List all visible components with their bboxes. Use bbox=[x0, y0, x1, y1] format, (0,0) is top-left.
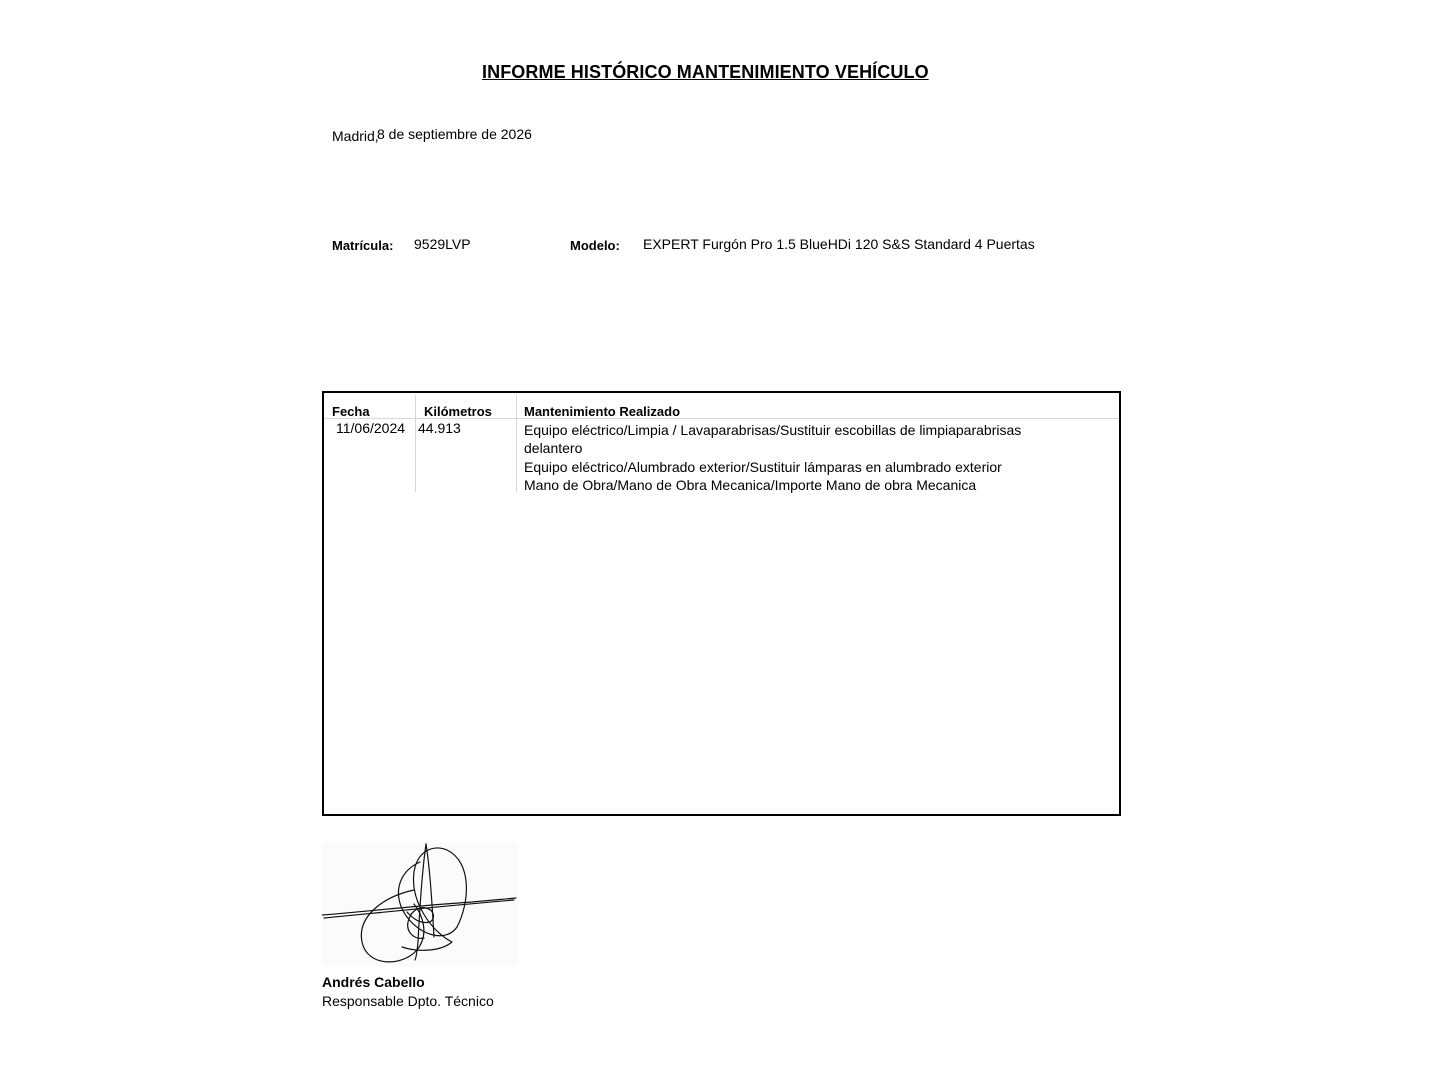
row-km: 44.913 bbox=[418, 420, 461, 436]
row-date: 11/06/2024 bbox=[336, 420, 406, 436]
plate-value: 9529LVP bbox=[414, 236, 471, 252]
row-description-line: Equipo eléctrico/Alumbrado exterior/Sustituir lámparas en alumbrado exterior bbox=[524, 459, 1002, 475]
signature-scribble bbox=[322, 842, 518, 966]
column-header-date: Fecha bbox=[332, 404, 370, 419]
row-description-line: Mano de Obra/Mano de Obra Mecanica/Importe Mano de obra Mecanica bbox=[524, 477, 977, 493]
signer-role: Responsable Dpto. Técnico bbox=[322, 993, 494, 1009]
report-title: INFORME HISTÓRICO MANTENIMIENTO VEHÍCULO bbox=[482, 62, 929, 82]
report-place: Madrid, bbox=[332, 128, 379, 144]
signer-name: Andrés Cabello bbox=[322, 974, 425, 990]
model-label: Modelo: bbox=[570, 238, 620, 253]
maintenance-table bbox=[322, 391, 1121, 816]
row-description-line: Equipo eléctrico/Limpia / Lavaparabrisas/Sustituir escobillas de limpiaparabrisas bbox=[524, 422, 1022, 438]
column-header-km: Kilómetros bbox=[424, 404, 492, 419]
column-divider bbox=[516, 395, 517, 492]
signature-image bbox=[322, 842, 518, 966]
column-divider bbox=[415, 395, 416, 492]
report-date: 8 de septiembre de 2026 bbox=[377, 126, 532, 142]
column-header-maintenance: Mantenimiento Realizado bbox=[524, 404, 681, 419]
plate-label: Matrícula: bbox=[332, 238, 394, 253]
row-description-line: delantero bbox=[524, 440, 583, 456]
model-value: EXPERT Furgón Pro 1.5 BlueHDi 120 S&S Standard 4 Puertas bbox=[643, 236, 1035, 252]
